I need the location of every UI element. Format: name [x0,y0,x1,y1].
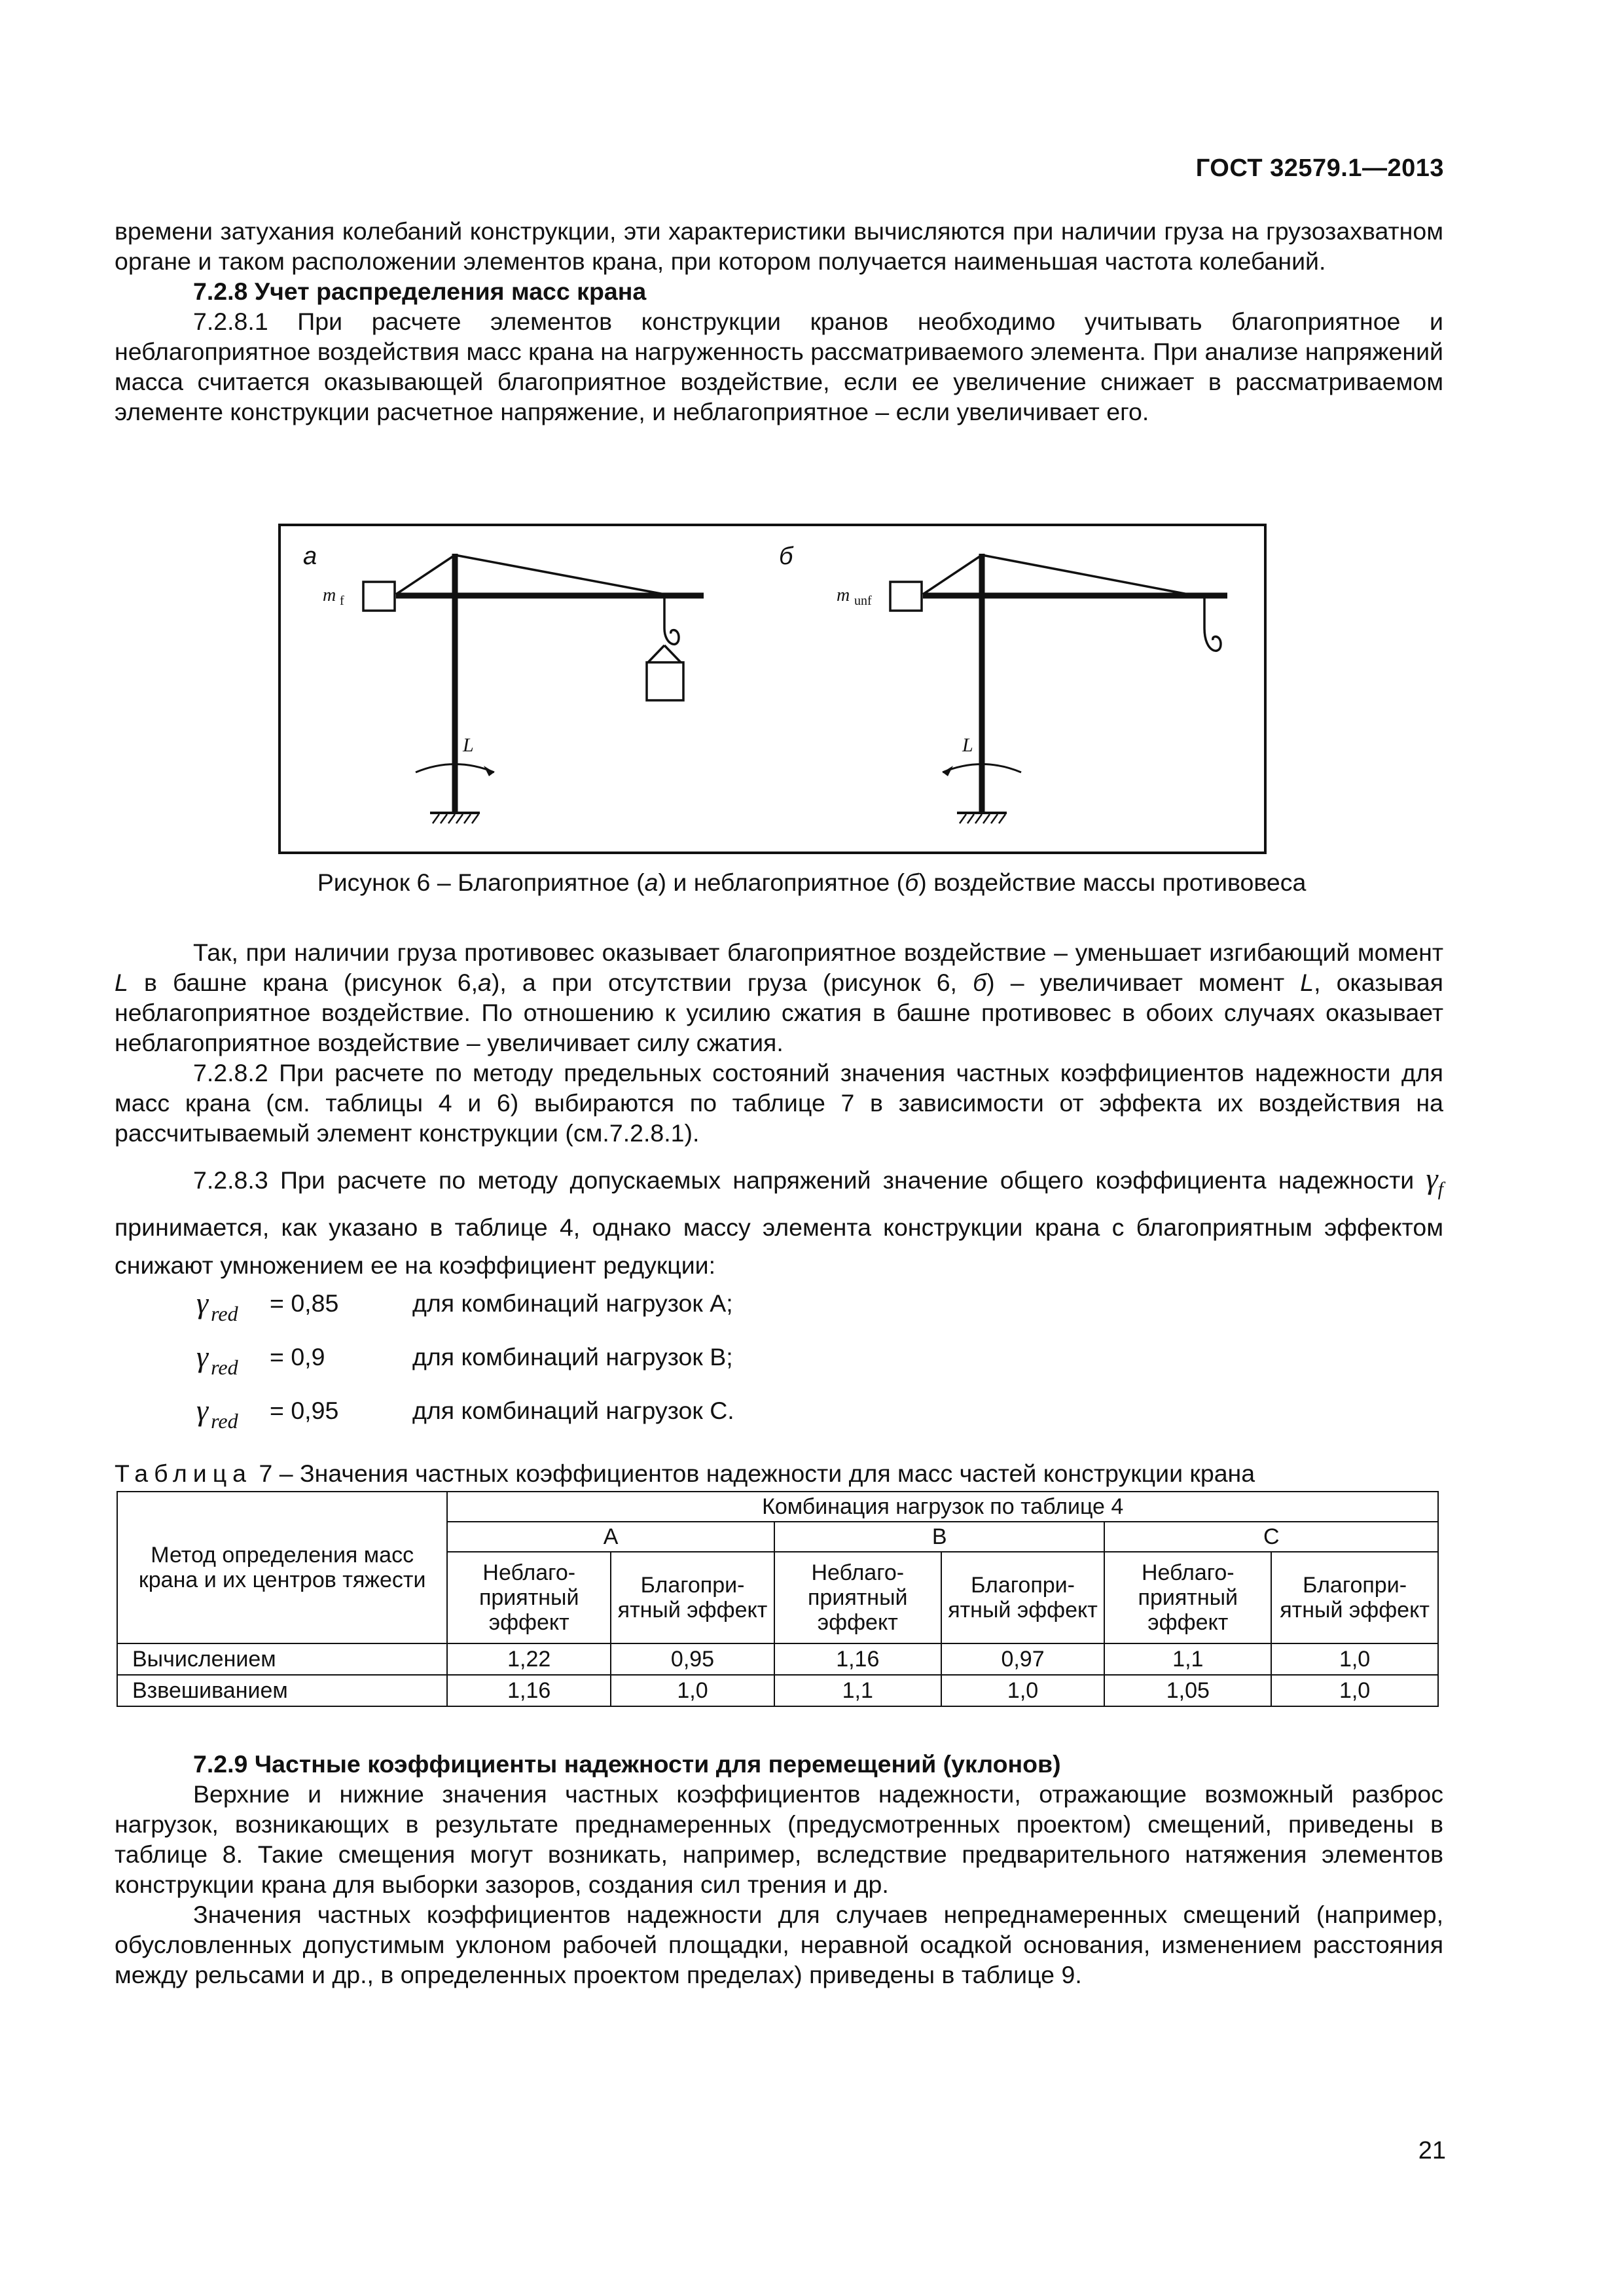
paragraph-729-2: Значения частных коэффициентов надежности для случаев непреднамеренных смещений (например, обусловленных допустимым уклоном рабочей площадки, неравной осадкой основания, изменением расстояния между рельсами и др., в определенных проектом пределах) приведены в таблице 9. [115,1901,1443,1988]
table-row-method: Взвешиванием [117,1675,447,1706]
figure-6 [278,524,1267,854]
table-header-group-c: С [1104,1522,1438,1552]
table-cell: 1,0 [1271,1675,1438,1706]
paragraph-7281: 7.2.8.1 При расчете элементов конструкции кранов необходимо учитывать благоприятное и неблагоприятное воздействия масс крана на нагруженность рассматриваемого элемента. При анализе напряжений масса считается оказывающей благоприятное воздействие, если ее увеличение снижает в рассматриваемом элементе конструкции расчетное напряжение, и неблагоприятное – если увеличивает его. [115,308,1443,425]
table-cell: 1,0 [611,1675,774,1706]
paragraph-intro: времени затухания колебаний конструкции, эти характеристики вычисляются при наличии груза на грузозахватном органе и таком расположении элементов крана, при котором получается наименьшая частота колебаний. [115,217,1443,275]
table-row-method: Вычислением [117,1643,447,1675]
table-cell: 1,22 [447,1643,611,1675]
figure-caption: Рисунок 6 – Благоприятное (а) и неблагоприятное (б) воздействие массы противовеса [317,869,1307,896]
figure-label-b: б [779,543,793,570]
crane-a-diagram [303,543,704,823]
section-729-title: 7.2.9 Частные коэффициенты надежности для перемещений (уклонов) [193,1750,1061,1778]
table-row [117,1643,1438,1675]
document-header: ГОСТ 32579.1—2013 [1195,154,1444,182]
crane-b-diagram [779,543,1227,823]
mass-label-b-sub: unf [854,594,872,608]
counterweight-a [363,582,395,611]
mass-label-a-sub: f [340,594,344,608]
paragraph-counterweight-effect: Так, при наличии груза противовес оказывает благоприятное воздействие – уменьшает изгибающий момент L в башне крана (рисунок 6,а), а при отсутствии груза (рисунок 6, б) – увеличивает момент L, оказывая неблагоприятное воздействие. По отношению к усилию сжатия в башне противовес в обоих случаях оказывает неблагоприятное воздействие – увеличивает силу сжатия. [115,939,1443,1056]
section-728-title: 7.2.8 Учет распределения масс крана [193,278,647,305]
table-cell: 0,97 [941,1643,1105,1675]
table-row [117,1675,1438,1706]
paragraph-729-1: Верхние и нижние значения частных коэффициентов надежности, отражающие возможный разброс нагрузок, возникающих в результате преднамеренных (предусмотренных проектом) смещений, приведены в таблице 8. Такие смещения могут возникать, например, вследствие предварительного натяжения элементов конструкции крана для выборки зазоров, создания сил трения и др. [115,1780,1443,1898]
table-7 [117,1491,1439,1707]
table-cell: 1,0 [1271,1643,1438,1675]
table-cell: 1,1 [1104,1643,1271,1675]
table-header-group-b: В [774,1522,1105,1552]
table-subheader-unfavorable: Неблаго-приятный эффект [774,1552,941,1643]
table-7-caption: Таблица 7 – Значения частных коэффициентов надежности для масс частей конструкции крана [115,1460,1255,1487]
gamma-red-row-c: γ $_{red}$ = 0,95 для комбинаций нагрузок С. [196,1393,734,1433]
table-cell: 1,1 [774,1675,941,1706]
page-number: 21 [1418,2137,1446,2164]
load-box [647,662,683,700]
table-header-combination: Комбинация нагрузок по таблице 4 [447,1492,1438,1522]
table-cell: 1,16 [447,1675,611,1706]
table-subheader-favorable: Благопри-ятный эффект [611,1552,774,1643]
paragraph-7282: 7.2.8.2 При расчете по методу предельных состояний значения частных коэффициентов надежности для масс крана (см. таблицы 4 и 6) выбираются по таблице 7 в зависимости от эффекта их воздействия на рассчитываемый элемент конструкции (см.7.2.8.1). [115,1059,1443,1147]
hook-a [664,628,679,644]
table-header-method: Метод определения масс крана и их центров тяжести [117,1492,447,1643]
paragraph-7283: 7.2.8.3 При расчете по методу допускаемых напряжений значение общего коэффициента надежности $\gamma_f$ принимается, как указано в таблице 4, однако массу элемента конструкции крана с благоприятным эффектом снижают умножением ее на коэффициент редукции: [115,1162,1443,1280]
table-cell: 1,05 [1104,1675,1271,1706]
moment-label-b: L [962,734,973,756]
table-subheader-favorable: Благопри-ятный эффект [941,1552,1105,1643]
table-cell: 0,95 [611,1643,774,1675]
hook-b [1204,628,1221,651]
section-7282-block [115,937,1443,1148]
table-subheader-unfavorable: Неблаго-приятный эффект [1104,1552,1271,1643]
table-subheader-favorable: Благопри-ятный эффект [1271,1552,1438,1643]
section-729-block [115,1749,1443,1990]
gamma-red-row-a: γ $_{red}$ = 0,85 для комбинаций нагрузок А; [196,1286,733,1325]
table-cell: 1,0 [941,1675,1105,1706]
mass-label-a: m [323,585,336,605]
mass-label-b: m [837,585,850,605]
gamma-f-symbol: $\gamma_f$ [1426,1162,1443,1200]
table-subheader-unfavorable: Неблаго-приятный эффект [447,1552,611,1643]
section-728-block [115,216,1443,427]
counterweight-b [890,582,922,611]
moment-label-a: L [463,734,474,756]
table-header-group-a: А [447,1522,774,1552]
figure-label-a: а [303,543,317,570]
table-cell: 1,16 [774,1643,941,1675]
gamma-red-row-b: γ $_{red}$ = 0,9 для комбинаций нагрузок В; [196,1340,733,1379]
